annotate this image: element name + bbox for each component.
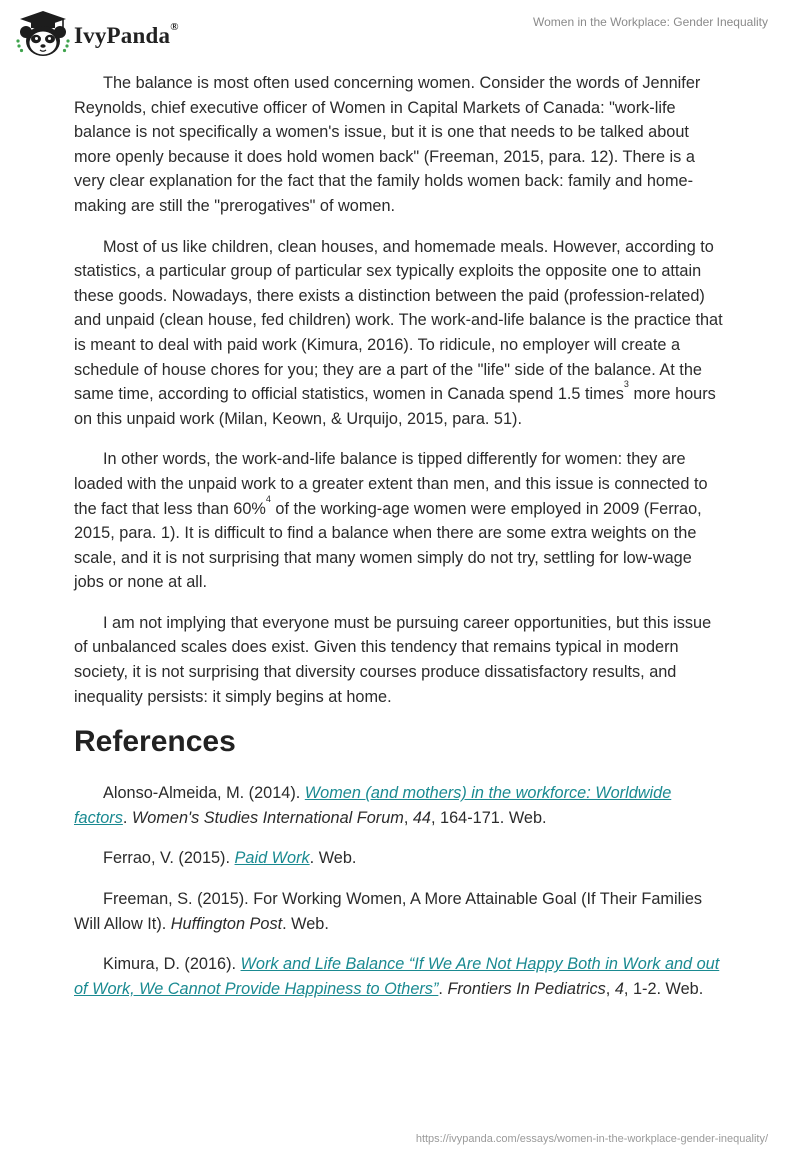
- reference-3: Freeman, S. (2015). For Working Women, A More Attainable Goal (If Their Families Will Allow It). Huffington Post. Web.: [74, 890, 703, 933]
- document-title: Women in the Workplace: Gender Inequality: [532, 15, 768, 29]
- footnote-4: 4: [265, 493, 271, 504]
- paragraph-2: Most of us like children, clean houses, and homemade meals. However, according to statistics, a particular group of particular sex typically exploits the opposite one to attain these goods. Nowadays, there exists a distinction between the paid (profession-related) and unpaid (clean house, fed children) work. The work-and-life balance is the practice that is meant to deal with paid work (Kimura, 2016). To ridicule, no employer will create a schedule of house chores for you; they are a part of the "life" side of the balance. At the same time, according to official statistics, women in Canada spend 1.5 times$^3$ more hours on this unpaid work (Milan, Keown, & Urquijo, 2015, para. 51).: [74, 237, 723, 428]
- page-header: [0, 0, 800, 66]
- registered-mark: ®: [170, 21, 179, 34]
- reference-2: Ferrao, V. (2015). Paid Work. Web.: [103, 849, 357, 868]
- paragraph-3: In other words, the work-and-life balance is tipped differently for women: they are loaded with the unpaid work to a greater extent than men, and this issue is connected to the fact that less than 60%$^4$ of the working-age women were employed in 2009 (Ferrao, 2015, para. 1). It is difficult to find a balance when there are some extra weights on the scale, and it is not surprising that many women simply do not try, settling for low-wage jobs or none at all.: [74, 450, 708, 592]
- footer-url: https://ivypanda.com/essays/women-in-the-workplace-gender-inequality/: [415, 1133, 768, 1145]
- references-heading: References: [74, 725, 236, 759]
- essay-content: [74, 71, 724, 1017]
- site-logo[interactable]: [14, 8, 179, 60]
- footnote-3: 3: [623, 379, 629, 390]
- reference-1: Alonso-Almeida, M. (2014). Women (and mothers) in the workforce: Worldwide factors. Women's Studies International Forum, 44, 164-171. Web.: [74, 784, 672, 827]
- logo-wordmark: IvyPanda®: [74, 21, 179, 48]
- reference-1-link[interactable]: Women (and mothers) in the workforce: Worldwide factors: [74, 784, 672, 827]
- paragraph-1: The balance is most often used concerning women. Consider the words of Jennifer Reynolds, chief executive officer of Women in Capital Markets of Canada: "work-life balance is not specifically a women's issue, but it is one that needs to be talked about more openly because it does hold women back" (Freeman, 2015, para. 12). There is a very clear explanation for the fact that the family holds women back: family and home-making are still the "prerogatives" of women.: [74, 74, 701, 215]
- panda-graduate-icon: [14, 8, 72, 60]
- reference-4-link[interactable]: Work and Life Balance “If We Are Not Happy Both in Work and out of Work, We Cannot Provide Happiness to Others”: [74, 955, 720, 998]
- reference-4: Kimura, D. (2016). Work and Life Balance “If We Are Not Happy Both in Work and out of Work, We Cannot Provide Happiness to Others”. Frontiers In Pediatrics, 4, 1-2. Web.: [74, 955, 720, 998]
- reference-2-link[interactable]: Paid Work: [234, 849, 310, 868]
- paragraph-4: I am not implying that everyone must be pursuing career opportunities, but this issue of unbalanced scales does exist. Given this tendency that remains typical in modern society, it is not surprising that diversity courses produce dissatisfactory results, and inequality persists: it simply begins at home.: [74, 613, 712, 706]
